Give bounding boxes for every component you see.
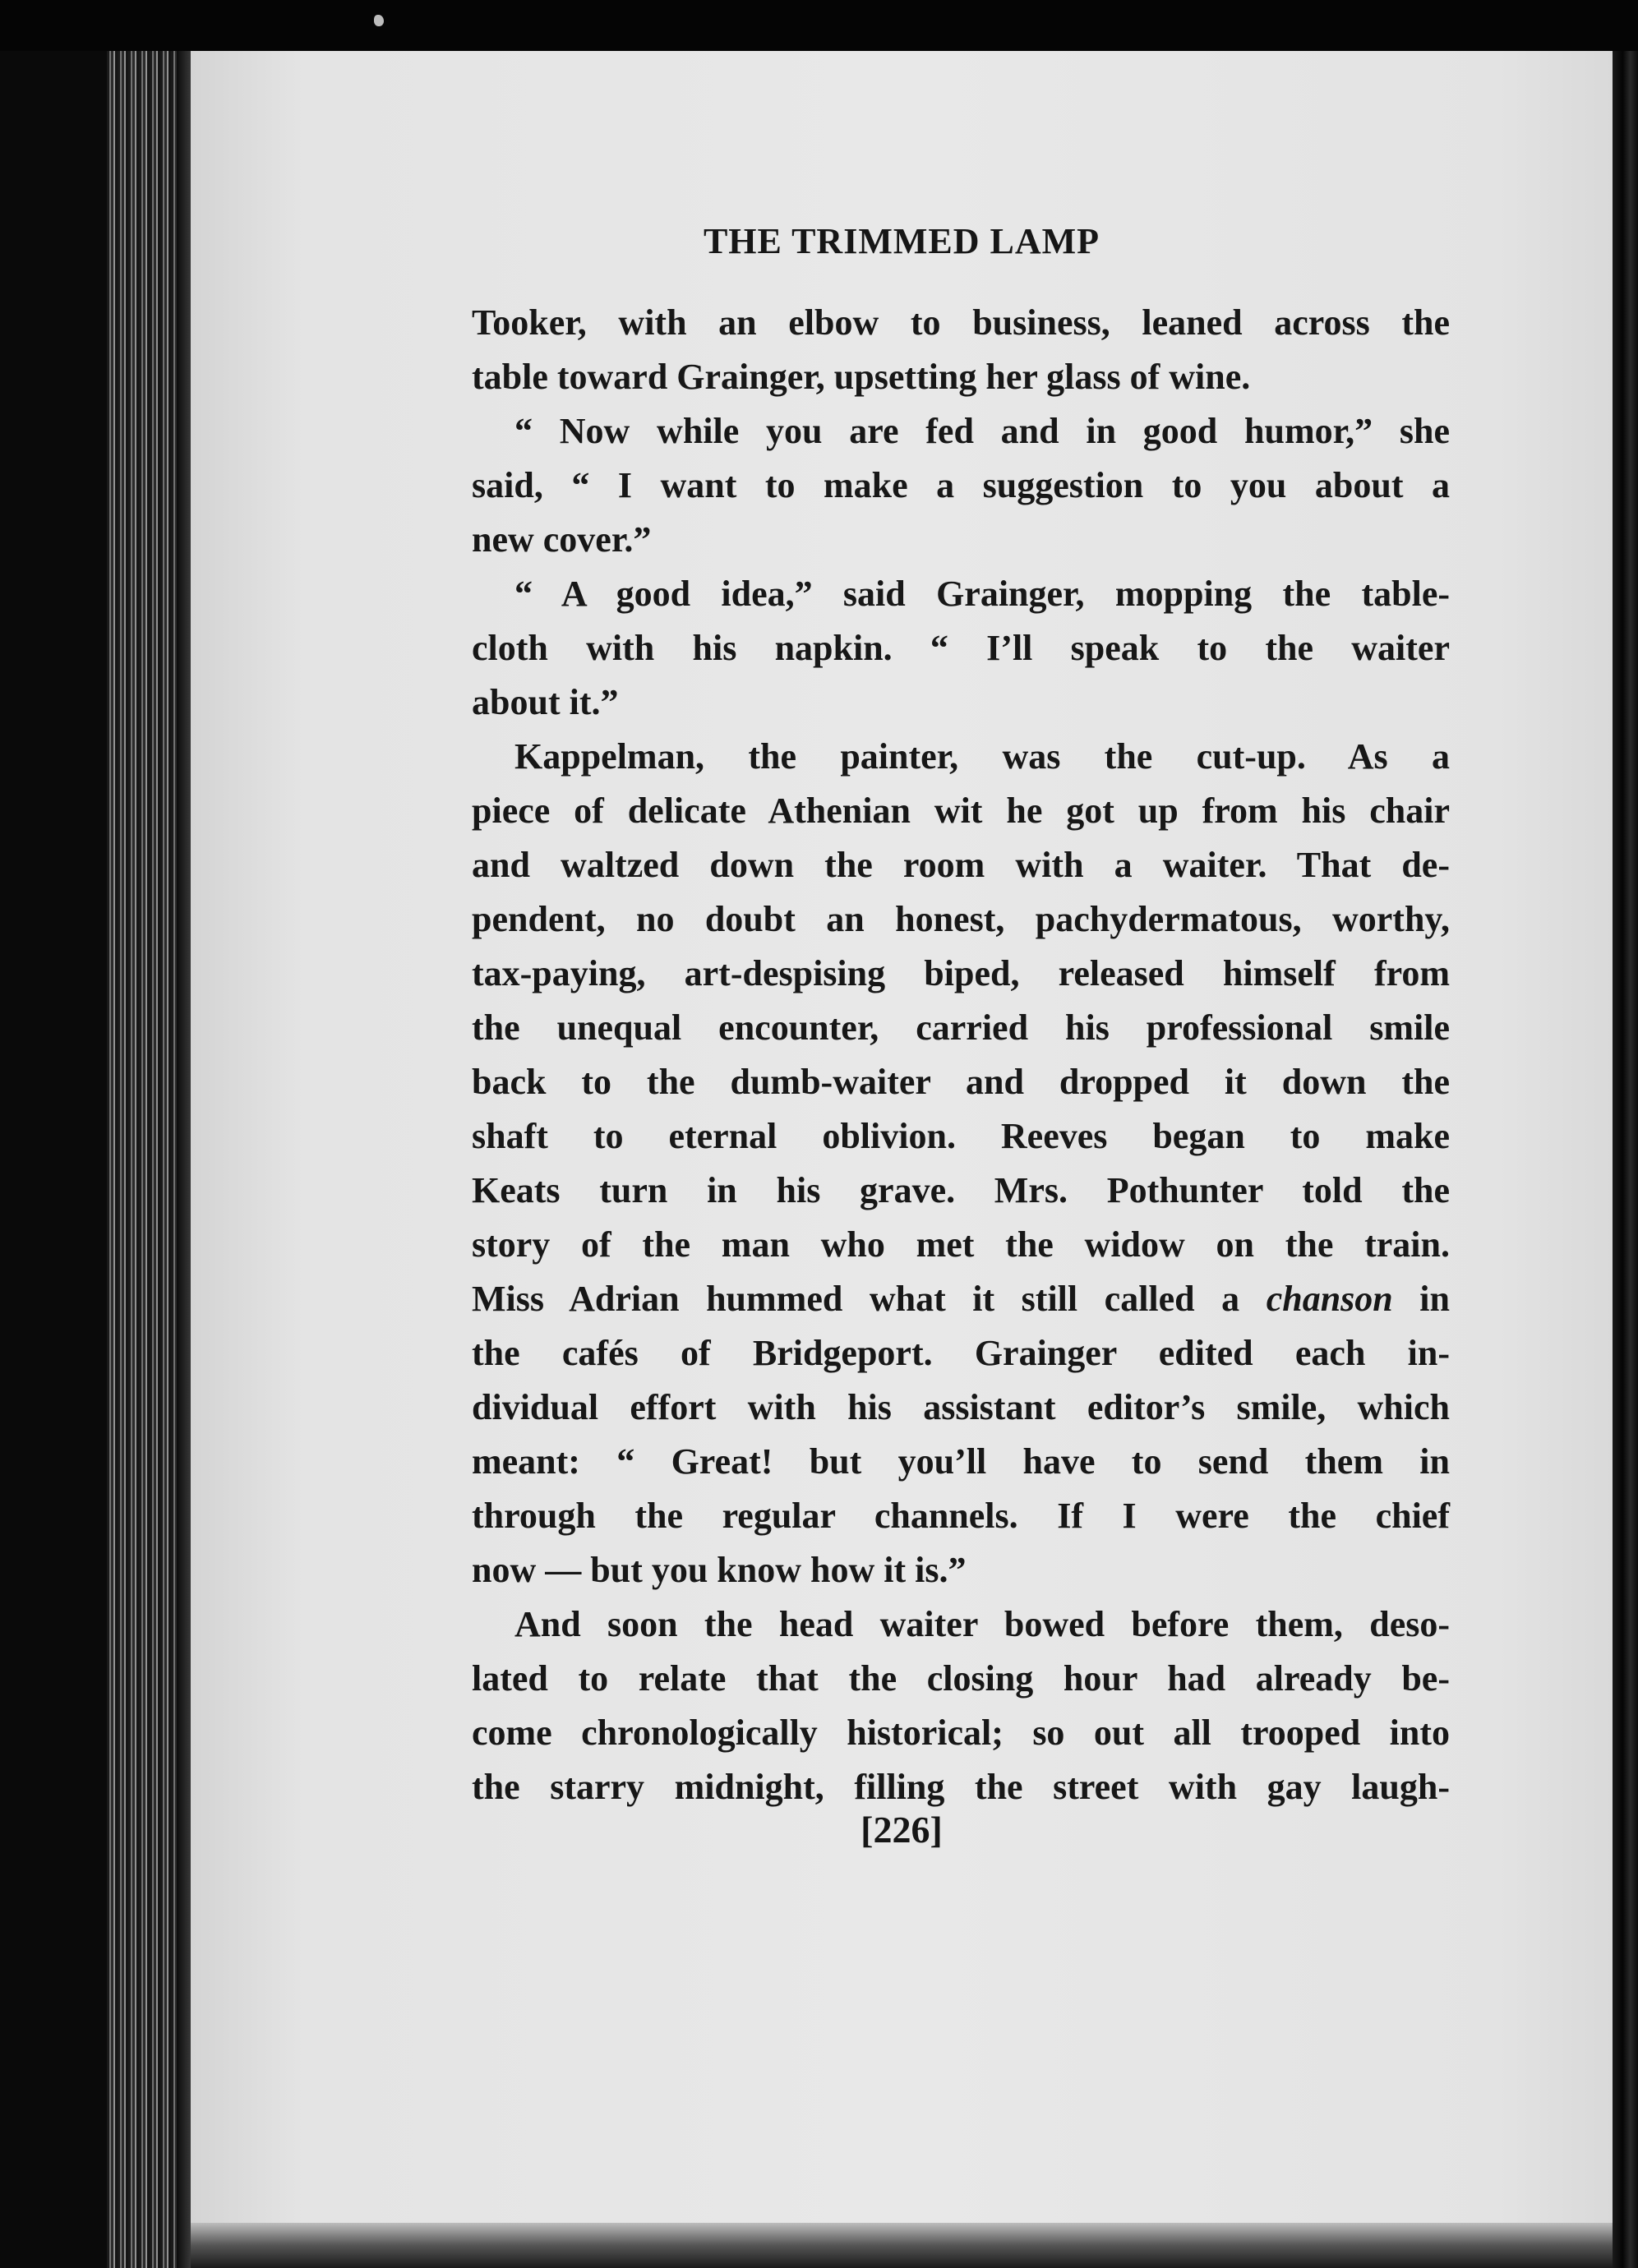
text-line [472,513,1450,567]
text-line [472,1489,1450,1543]
text-line-content: “ Now while you are fed and in good humor,” she [514,411,1450,451]
text-line [472,784,1450,838]
text-line-content: table toward Grainger, upsetting her glass of wine. [472,357,1251,397]
text-line [472,1109,1450,1164]
text-line-content: story of the man who met the widow on the train. [472,1224,1450,1265]
text-line-content: Keats turn in his grave. Mrs. Pothunter told the [472,1170,1450,1210]
text-line-content: piece of delicate Athenian wit he got up from his chair [472,791,1450,831]
scan-speck [374,15,384,26]
text-line-content: now — but you know how it is.” [472,1550,967,1590]
text-line-content: And soon the head waiter bowed before them, deso- [514,1604,1450,1644]
text-line [472,1326,1450,1381]
text-line [472,1055,1450,1109]
text-line-content: cloth with his napkin. “ I’ll speak to the waiter [472,628,1450,668]
text-line [472,1760,1450,1814]
text-line [472,947,1450,1001]
text-line [472,838,1450,892]
text-line [472,1543,1450,1597]
scan-border-right [1613,51,1638,2268]
text-line [472,296,1450,350]
text-line [472,621,1450,675]
text-line-content: back to the dumb-waiter and dropped it down the [472,1062,1450,1102]
text-line [472,1164,1450,1218]
text-line-content: through the regular channels. If I were the chief [472,1496,1450,1536]
text-line-content: come chronologically historical; so out all trooped into [472,1713,1450,1753]
text-line-content: dividual effort with his assistant editor’s smile, which [472,1387,1450,1427]
text-line-content: and waltzed down the room with a waiter. That de- [472,845,1450,885]
text-line-content: “ A good idea,” said Grainger, mopping the table- [514,574,1450,614]
text-line-content: the unequal encounter, carried his professional smile [472,1007,1450,1048]
text-line [472,1001,1450,1055]
text-line [472,1381,1450,1435]
text-line-tail: in [1392,1279,1451,1319]
body-text [472,296,1450,1814]
text-line-content: pendent, no doubt an honest, pachydermatous, worthy, [472,899,1450,939]
binding-shadow [177,51,191,2268]
text-line [472,892,1450,947]
text-line-content: the starry midnight, filling the street with gay laugh- [472,1767,1450,1807]
text-line [472,1435,1450,1489]
text-line [472,1597,1450,1652]
text-line-content: shaft to eternal oblivion. Reeves began to make [472,1116,1450,1156]
text-line-content: Miss Adrian hummed what it still called a [472,1279,1240,1319]
text-line [472,1218,1450,1272]
running-head: THE TRIMMED LAMP [703,221,1100,261]
text-line [472,350,1450,404]
text-line [472,459,1450,513]
text-line-content: new cover.” [472,519,652,560]
page-number: [226] [861,1809,943,1851]
text-line [472,567,1450,621]
scan-border-top [0,0,1638,51]
text-line-content: meant: “ Great! but you’ll have to send them in [472,1441,1450,1482]
text-line [472,1652,1450,1706]
text-line-content: said, “ I want to make a suggestion to you about a [472,465,1450,505]
text-line-content: tax-paying, art-despising biped, released himself from [472,953,1450,993]
text-line [472,1706,1450,1760]
text-line [472,1272,1450,1326]
text-line-content: Tooker, with an elbow to business, leaned across the [472,302,1450,343]
text-line [472,730,1450,784]
text-line-content: the cafés of Bridgeport. Grainger edited each in- [472,1333,1450,1373]
text-line [472,404,1450,459]
text-line-content: lated to relate that the closing hour had already be- [472,1658,1450,1699]
text-line-content: about it.” [472,682,619,722]
text-line-content: Kappelman, the painter, was the cut-up. As a [514,736,1450,777]
scan-border-bottom [191,2223,1613,2268]
italic-word: chanson [1266,1279,1393,1319]
text-line [472,675,1450,730]
